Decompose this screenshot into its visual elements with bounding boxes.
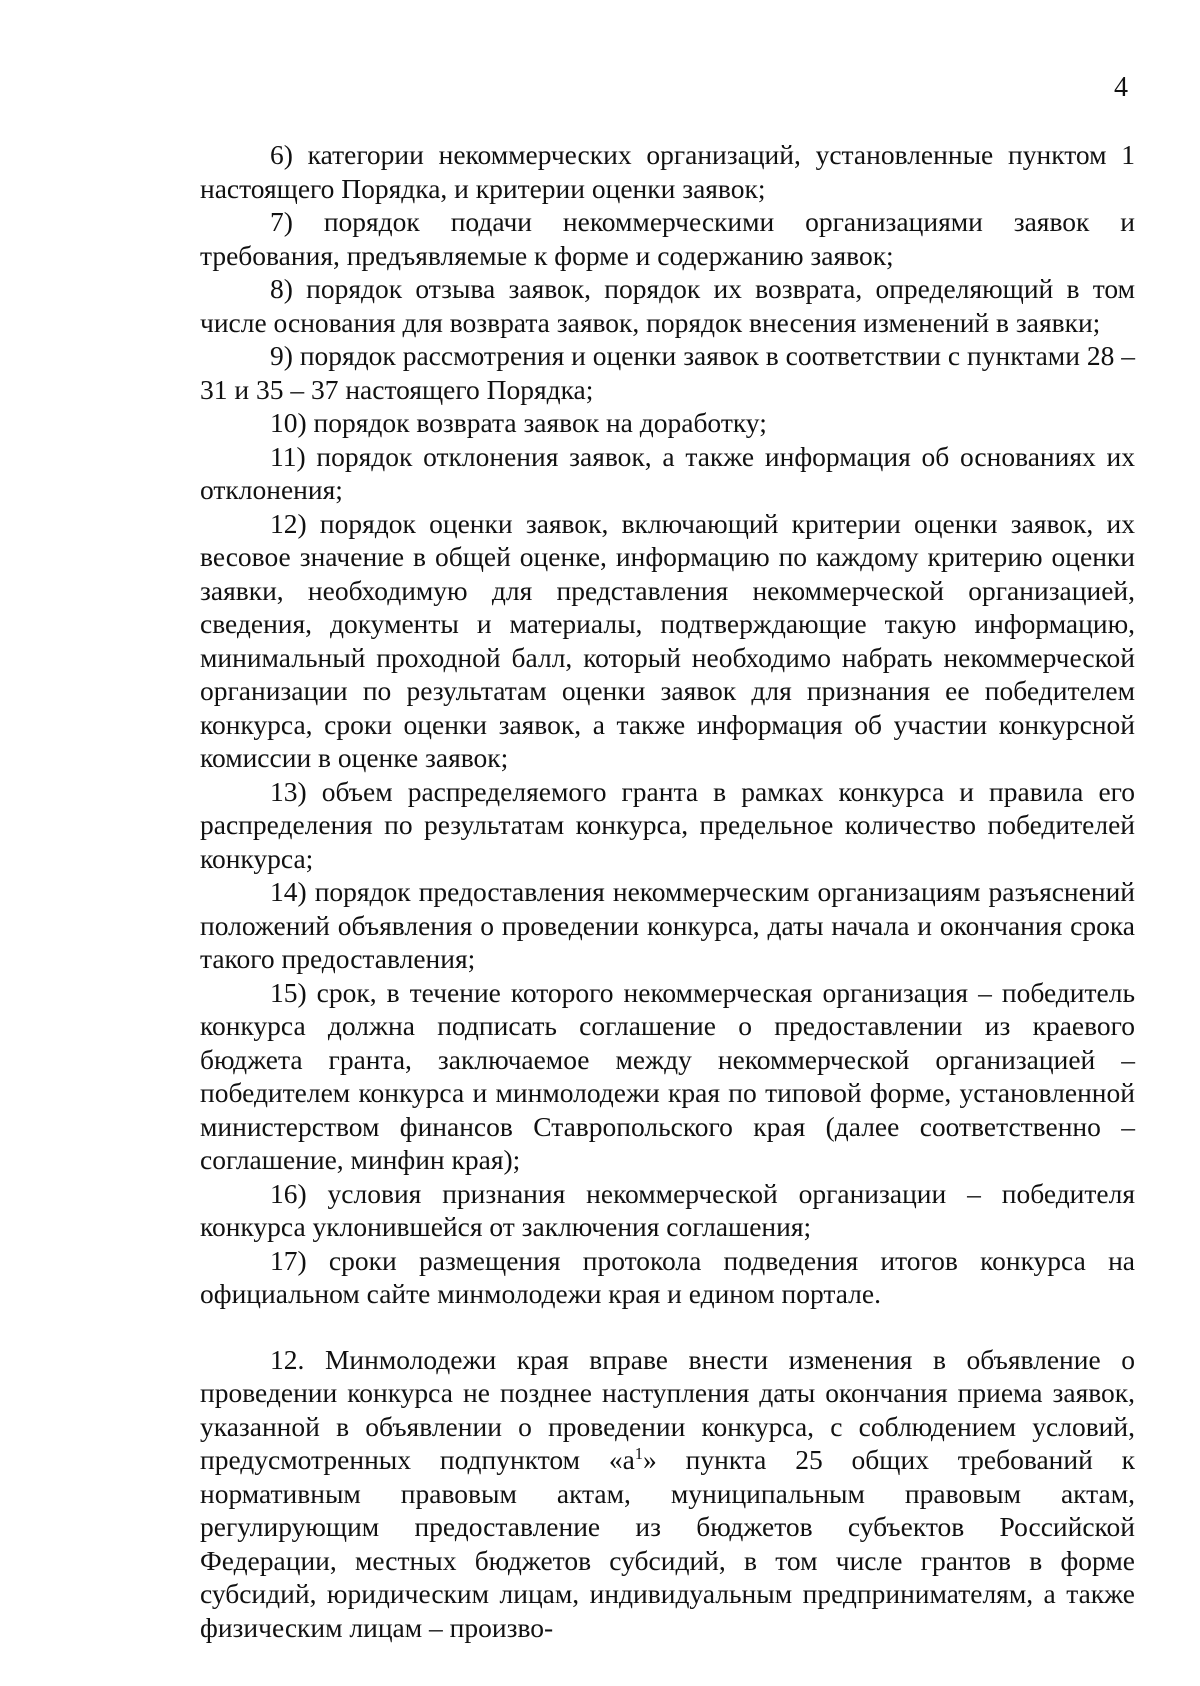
superscript-marker: 1: [634, 1443, 644, 1463]
list-item-17: 17) сроки размещения протокола подведения итогов конкурса на официальном сайте минмолодежи края и едином портале.: [200, 1244, 1135, 1309]
list-item-11: 11) порядок отклонения заявок, а также информация об основаниях их отклонения;: [200, 440, 1135, 505]
list-item-8: 8) порядок отзыва заявок, порядок их возврата, определяющий в том числе основания для возврата заявок, порядок внесения изменений в заявки;: [200, 273, 1135, 338]
list-item-16: 16) условия признания некоммерческой организации – победителя конкурса уклонившейся от заключения соглашения;: [200, 1177, 1135, 1242]
list-item-14: 14) порядок предоставления некоммерческим организациям разъяснений положений объявления о проведении конкурса, даты начала и окончания срока такого предоставления;: [200, 876, 1135, 974]
list-item-6: 6) категории некоммерческих организаций, установленные пунктом 1 настоящего Порядка, и критерии оценки заявок;: [200, 139, 1135, 204]
section-12-paragraph: [200, 1343, 1135, 1645]
document-body: [200, 138, 1135, 1644]
list-item-12: 12) порядок оценки заявок, включающий критерии оценки заявок, их весовое значение в общей оценке, информацию по каждому критерию оценки заявки, необходимую для представления некоммерческой организацией, сведения, документы и материалы, подтверждающие такую информацию, минимальный проходной балл, который необходимо набрать некоммерческой организации по результатам оценки заявок для признания ее победителем конкурса, сроки оценки заявок, а также информация об участии конкурсной комиссии в оценке заявок;: [200, 507, 1135, 773]
list-item-7: 7) порядок подачи некоммерческими организациями заявок и требования, предъявляемые к форме и содержанию заявок;: [200, 206, 1135, 271]
page-number: 4: [1114, 72, 1128, 103]
paragraph-gap: [200, 1311, 1135, 1343]
section-12-text-start: 12. Минмолодежи края вправе внести изменения в объявление о проведении конкурса не позднее наступления даты окончания приема заявок, указанной в объявлении о проведении конкурса, с соблюдением условий, предусмотренных подпунктом «а: [200, 1343, 1135, 1475]
list-item-10: 10) порядок возврата заявок на доработку;: [270, 407, 767, 438]
list-item-9: 9) порядок рассмотрения и оценки заявок в соответствии с пунктами 28 – 31 и 35 – 37 настоящего Порядка;: [200, 340, 1135, 405]
list-item-15: 15) срок, в течение которого некоммерческая организация – победитель конкурса должна подписать соглашение о предоставлении из краевого бюджета гранта, заключаемое между некоммерческой организацией – победителем конкурса и минмолодежи края по типовой форме, установленной министерством финансов Ставропольского края (далее соответственно – соглашение, минфин края);: [200, 976, 1135, 1175]
section-12-text-end: » пункта 25 общих требований к нормативным правовым актам, муниципальным правовым актам, регулирующим предоставление из бюджетов субъектов Российской Федерации, местных бюджетов субсидий, в том числе грантов в форме субсидий, юридическим лицам, индивидуальным предпринимателям, а также физическим лицам – произво-: [200, 1444, 1136, 1643]
list-item-13: 13) объем распределяемого гранта в рамках конкурса и правила его распределения по результатам конкурса, предельное количество победителей конкурса;: [200, 775, 1135, 874]
